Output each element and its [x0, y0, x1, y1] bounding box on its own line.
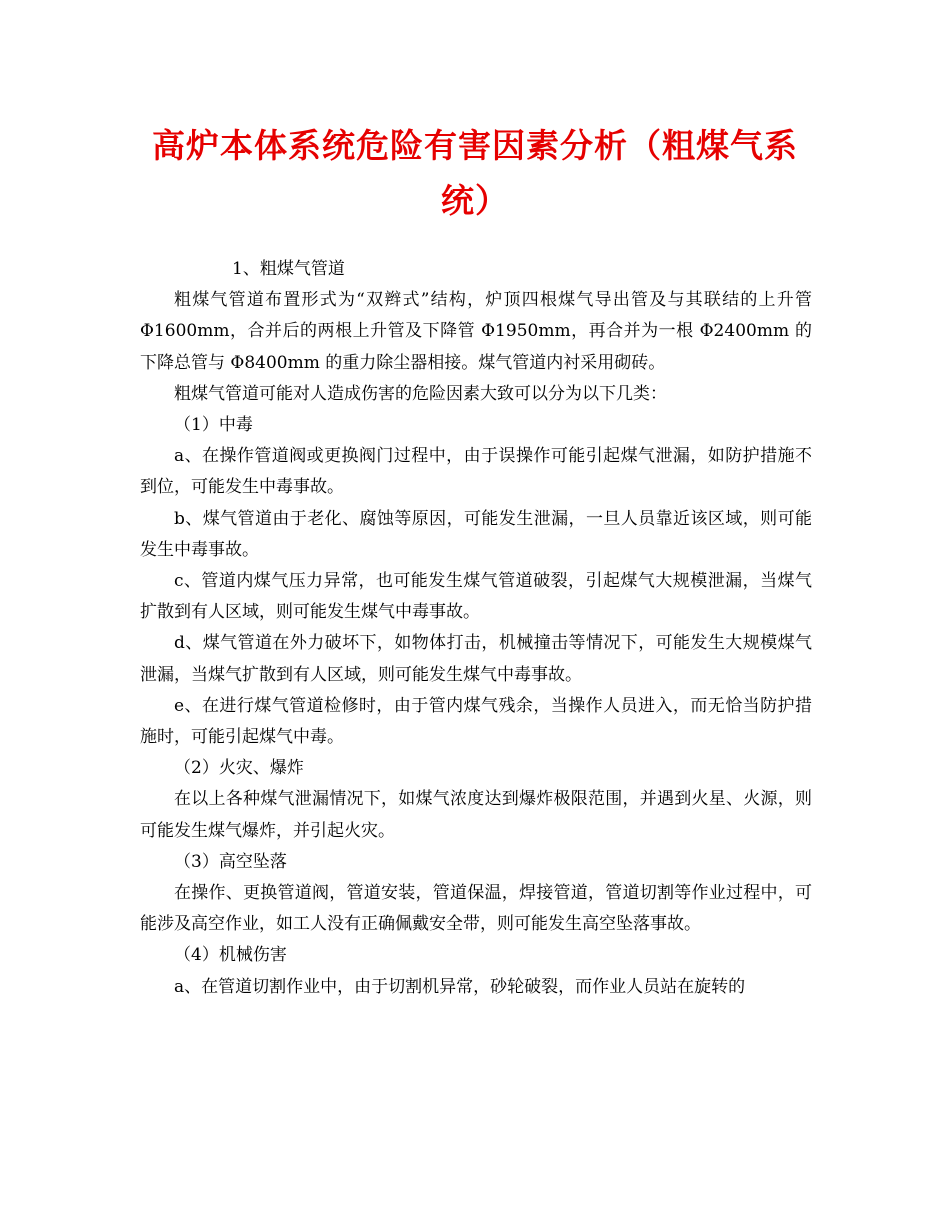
- paragraph: c、管道内煤气压力异常，也可能发生煤气管道破裂，引起煤气大规模泄漏，当煤气扩散到有人区域，则可能发生煤气中毒事故。: [140, 571, 812, 623]
- document-title: 高炉本体系统危险有害因素分析（粗煤气系统）: [152, 126, 798, 220]
- subsection-heading: （4）机械伤害: [174, 945, 287, 966]
- paragraph: a、在操作管道阀或更换阀门过程中，由于误操作可能引起煤气泄漏，如防护措施不到位，可能发生中毒事故。: [140, 446, 812, 498]
- paragraph: a、在管道切割作业中，由于切割机异常，砂轮破裂，而作业人员站在旋转的: [174, 976, 746, 997]
- paragraph: 在操作、更换管道阀，管道安装，管道保温，焊接管道，管道切割等作业过程中，可能涉及高空作业，如工人没有正确佩戴安全带，则可能发生高空坠落事故。: [140, 883, 812, 935]
- subsection-heading: （1）中毒: [174, 415, 253, 436]
- paragraph: d、煤气管道在外力破坏下，如物体打击，机械撞击等情况下，可能发生大规模煤气泄漏，当煤气扩散到有人区域，则可能发生煤气中毒事故。: [140, 633, 812, 685]
- subsection-heading: （3）高空坠落: [174, 851, 287, 872]
- paragraph: 粗煤气管道可能对人造成伤害的危险因素大致可以分为以下几类：: [174, 383, 667, 404]
- subsection-heading: （2）火灾、爆炸: [174, 758, 304, 779]
- section-heading: 1、粗煤气管道: [232, 259, 345, 279]
- document-body: [140, 254, 812, 1003]
- paragraph: b、煤气管道由于老化、腐蚀等原因，可能发生泄漏，一旦人员靠近该区域，则可能发生中毒事故。: [140, 508, 812, 560]
- paragraph: e、在进行煤气管道检修时，由于管内煤气残余，当操作人员进入，而无恰当防护措施时，可能引起煤气中毒。: [140, 695, 812, 748]
- paragraph: 粗煤气管道布置形式为“双辫式”结构，炉顶四根煤气导出管及与其联结的上升管 Φ1600mm，合并后的两根上升管及下降管 Φ1950mm，再合并为一根 Φ2400mm 的下降总管与 Φ8400mm 的重力除尘器相接。煤气管道内衬采用砌砖。: [140, 290, 812, 373]
- paragraph: 在以上各种煤气泄漏情况下，如煤气浓度达到爆炸极限范围，并遇到火星、火源，则可能发生煤气爆炸，并引起火灾。: [140, 789, 812, 841]
